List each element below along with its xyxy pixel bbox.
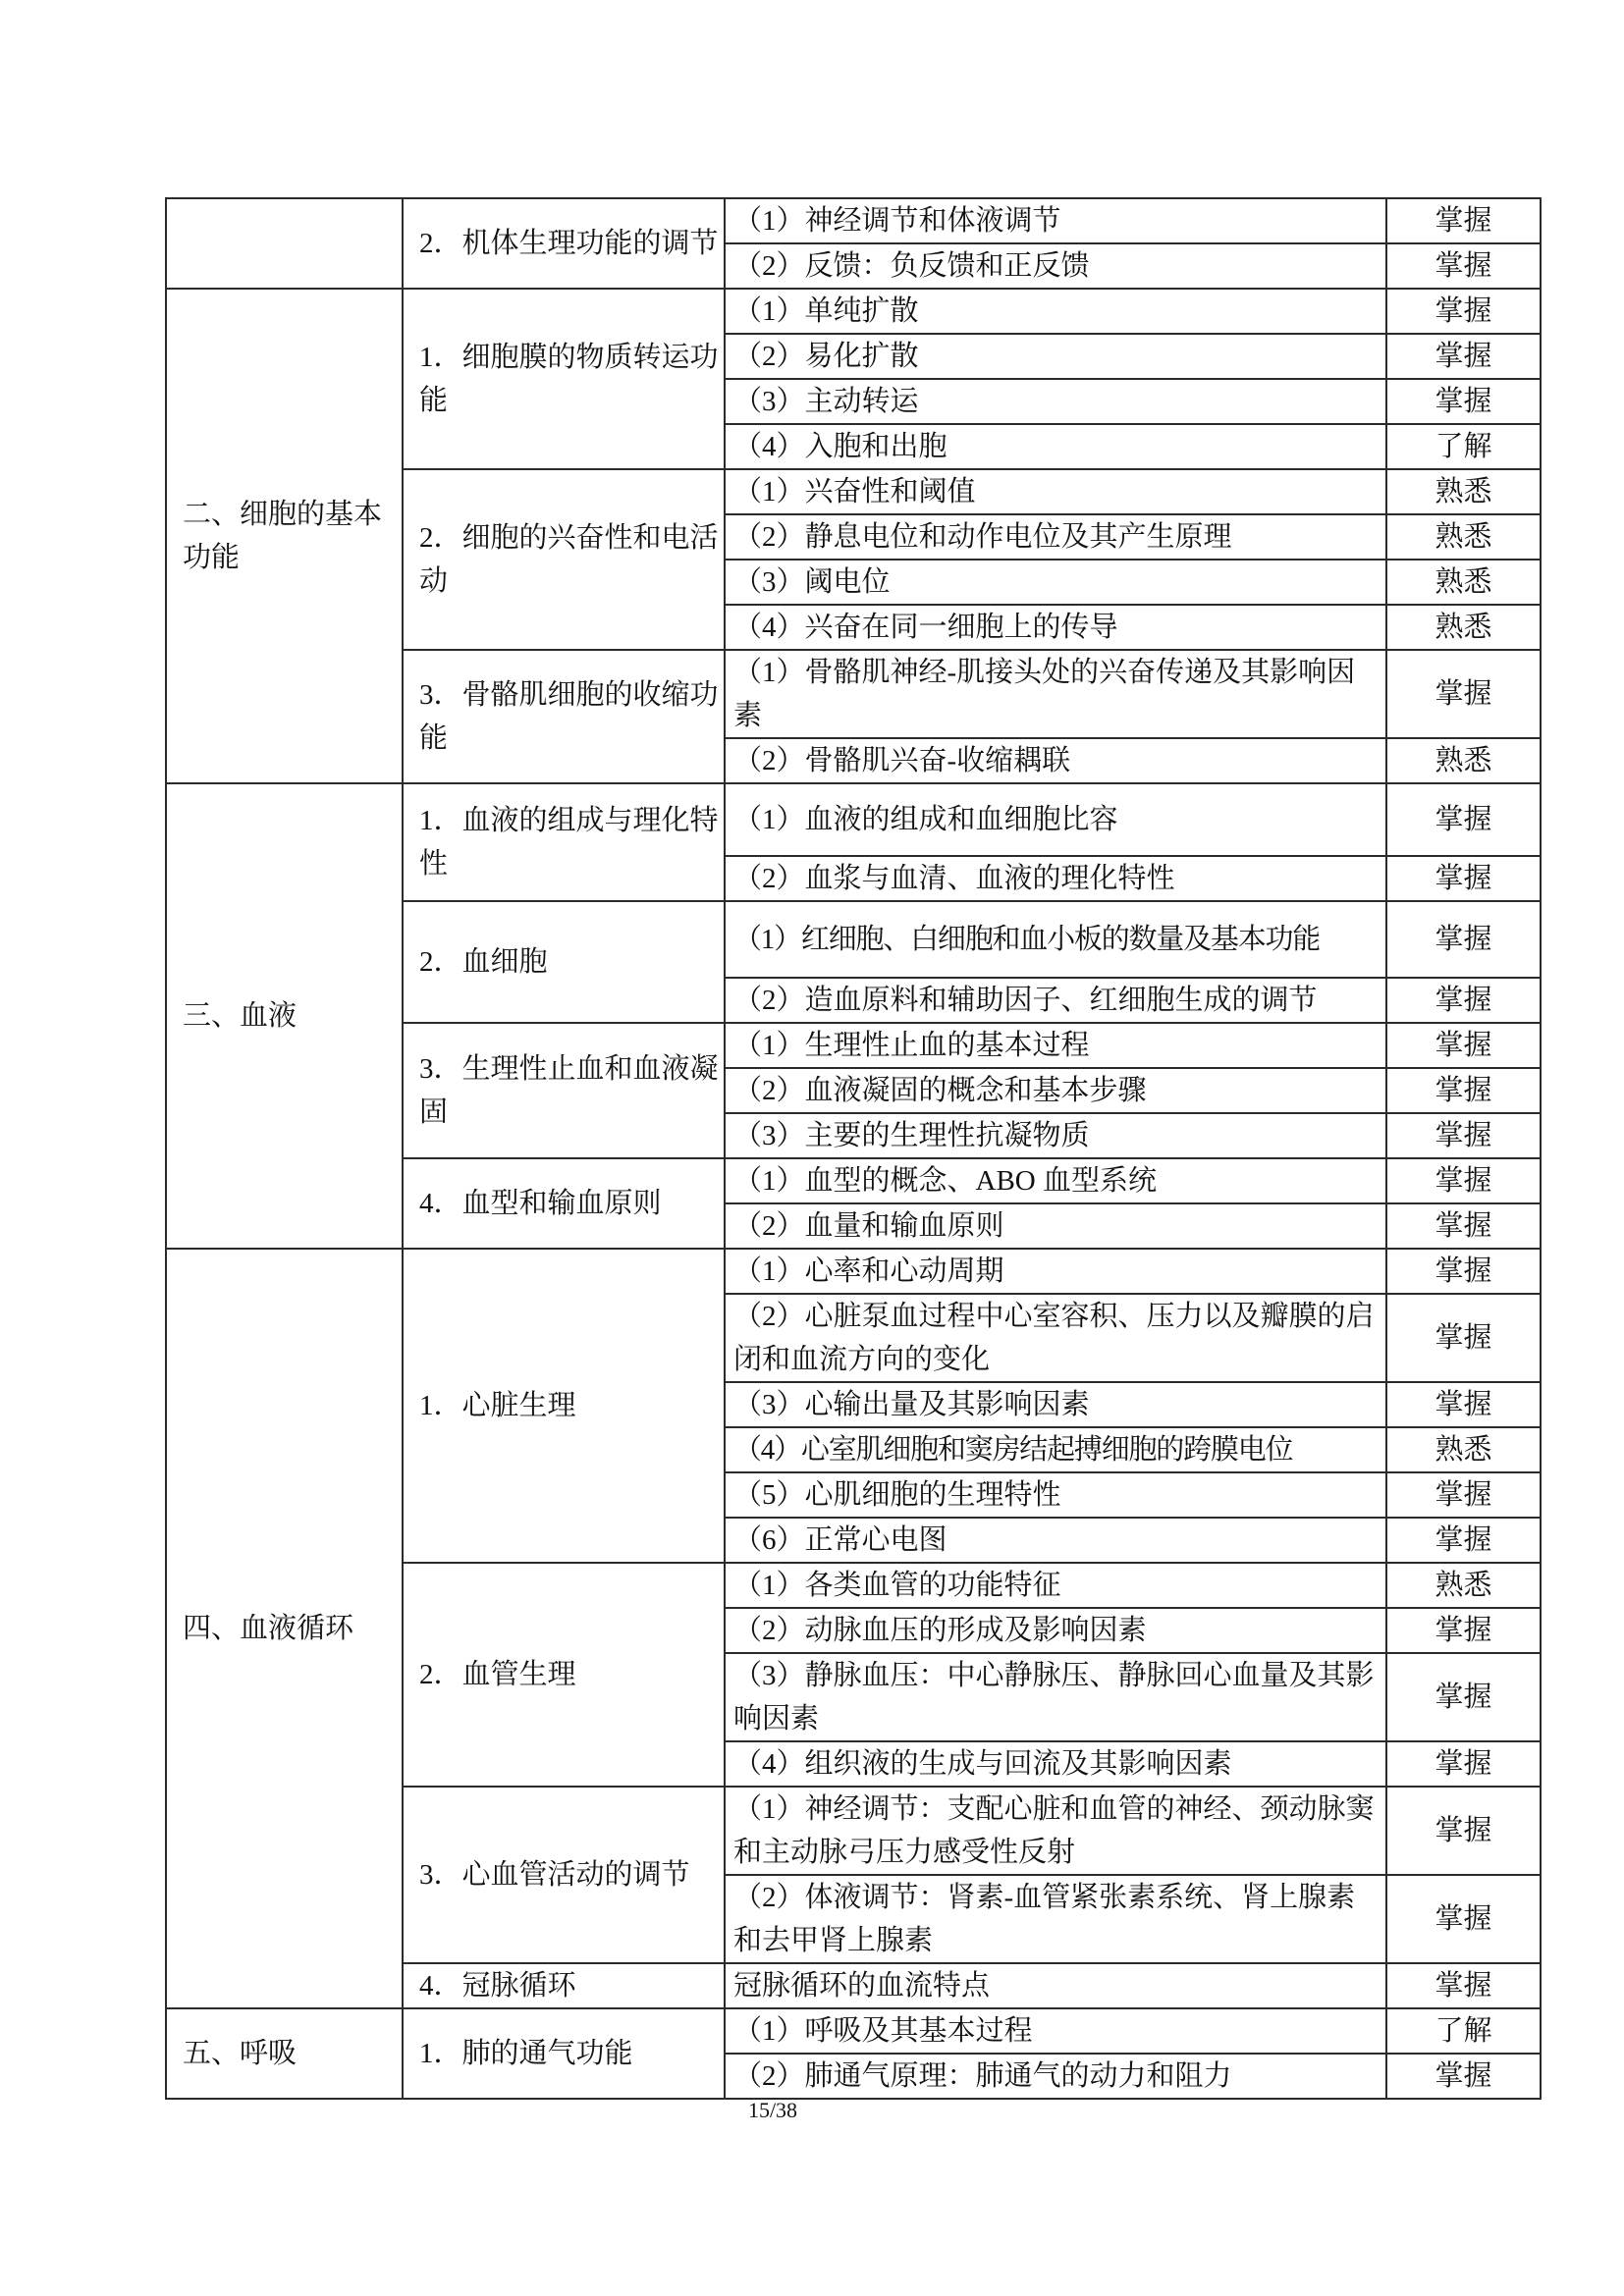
content-cell: （3）主动转运: [725, 379, 1386, 424]
topic-cell: 3．心血管活动的调节: [403, 1787, 725, 1963]
section-title-cell: [166, 198, 403, 289]
content-cell: （1）骨骼肌神经-肌接头处的兴奋传递及其影响因素: [725, 650, 1386, 738]
content-cell: （2）体液调节：肾素-血管紧张素系统、肾上腺素和去甲肾上腺素: [725, 1875, 1386, 1963]
content-cell: （1）各类血管的功能特征: [725, 1563, 1386, 1608]
level-cell: 掌握: [1386, 1382, 1541, 1427]
level-cell: 掌握: [1386, 1741, 1541, 1787]
page-number: 15/38: [747, 2098, 798, 2122]
content-cell: （6）正常心电图: [725, 1518, 1386, 1563]
level-cell: 掌握: [1386, 379, 1541, 424]
content-cell: （1）血液的组成和血细胞比容: [725, 783, 1386, 856]
level-cell: 熟悉: [1386, 738, 1541, 783]
level-cell: 掌握: [1386, 1068, 1541, 1113]
level-cell: 掌握: [1386, 1023, 1541, 1068]
content-cell: （2）肺通气原理：肺通气的动力和阻力: [725, 2054, 1386, 2099]
topic-cell: 3．生理性止血和血液凝固: [403, 1023, 725, 1158]
content-cell: （4）组织液的生成与回流及其影响因素: [725, 1741, 1386, 1787]
content-cell: （1）红细胞、白细胞和血小板的数量及基本功能: [725, 901, 1386, 978]
level-cell: 掌握: [1386, 2054, 1541, 2099]
content-cell: （3）主要的生理性抗凝物质: [725, 1113, 1386, 1158]
content-cell: （2）动脉血压的形成及影响因素: [725, 1608, 1386, 1653]
topic-cell: 2．机体生理功能的调节: [403, 198, 725, 289]
level-cell: 掌握: [1386, 334, 1541, 379]
level-cell: 了解: [1386, 2008, 1541, 2054]
topic-cell: 1．血液的组成与理化特性: [403, 783, 725, 901]
content-cell: （1）血型的概念、ABO 血型系统: [725, 1158, 1386, 1203]
level-cell: 熟悉: [1386, 605, 1541, 650]
level-cell: 熟悉: [1386, 469, 1541, 514]
content-cell: （4）心室肌细胞和窦房结起搏细胞的跨膜电位: [725, 1427, 1386, 1472]
content-cell: （4）兴奋在同一细胞上的传导: [725, 605, 1386, 650]
content-cell: （3）阈电位: [725, 560, 1386, 605]
level-cell: 掌握: [1386, 1518, 1541, 1563]
content-cell: （1）兴奋性和阈值: [725, 469, 1386, 514]
level-cell: 掌握: [1386, 243, 1541, 289]
level-cell: 熟悉: [1386, 1427, 1541, 1472]
level-cell: 掌握: [1386, 650, 1541, 738]
content-cell: 冠脉循环的血流特点: [725, 1963, 1386, 2008]
level-cell: 掌握: [1386, 1963, 1541, 2008]
topic-cell: 4．冠脉循环: [403, 1963, 725, 2008]
content-cell: （1）单纯扩散: [725, 289, 1386, 334]
topic-cell: 1．细胞膜的物质转运功能: [403, 289, 725, 469]
content-cell: （2）静息电位和动作电位及其产生原理: [725, 514, 1386, 560]
level-cell: 掌握: [1386, 1203, 1541, 1249]
content-cell: （2）血液凝固的概念和基本步骤: [725, 1068, 1386, 1113]
level-cell: 掌握: [1386, 1158, 1541, 1203]
topic-cell: 2．细胞的兴奋性和电活动: [403, 469, 725, 650]
topic-cell: 1．肺的通气功能: [403, 2008, 725, 2099]
content-cell: （2）血浆与血清、血液的理化特性: [725, 856, 1386, 901]
table-row: [166, 2008, 1541, 2054]
level-cell: 了解: [1386, 424, 1541, 469]
content-cell: （2）骨骼肌兴奋-收缩耦联: [725, 738, 1386, 783]
table-row: [166, 783, 1541, 856]
content-cell: （2）反馈：负反馈和正反馈: [725, 243, 1386, 289]
level-cell: 掌握: [1386, 1249, 1541, 1294]
level-cell: 掌握: [1386, 1787, 1541, 1875]
level-cell: 掌握: [1386, 856, 1541, 901]
content-cell: （5）心肌细胞的生理特性: [725, 1472, 1386, 1518]
level-cell: 掌握: [1386, 1113, 1541, 1158]
section-title-cell: 三、血液: [166, 783, 403, 1249]
content-cell: （1）心率和心动周期: [725, 1249, 1386, 1294]
level-cell: 掌握: [1386, 1294, 1541, 1382]
topic-cell: 1．心脏生理: [403, 1249, 725, 1563]
level-cell: 熟悉: [1386, 514, 1541, 560]
table-row: [166, 1249, 1541, 1294]
level-cell: 熟悉: [1386, 1563, 1541, 1608]
content-cell: （1）神经调节和体液调节: [725, 198, 1386, 243]
content-cell: （4）入胞和出胞: [725, 424, 1386, 469]
level-cell: 掌握: [1386, 783, 1541, 856]
content-cell: （2）造血原料和辅助因子、红细胞生成的调节: [725, 978, 1386, 1023]
content-cell: （2）心脏泵血过程中心室容积、压力以及瓣膜的启闭和血流方向的变化: [725, 1294, 1386, 1382]
section-title-cell: 四、血液循环: [166, 1249, 403, 2008]
topic-cell: 4．血型和输血原则: [403, 1158, 725, 1249]
section-title-cell: 二、细胞的基本功能: [166, 289, 403, 783]
level-cell: 掌握: [1386, 198, 1541, 243]
table-row: [166, 289, 1541, 334]
level-cell: 掌握: [1386, 1472, 1541, 1518]
content-cell: （1）呼吸及其基本过程: [725, 2008, 1386, 2054]
level-cell: 掌握: [1386, 1608, 1541, 1653]
level-cell: 掌握: [1386, 901, 1541, 978]
content-cell: （2）血量和输血原则: [725, 1203, 1386, 1249]
content-cell: （2）易化扩散: [725, 334, 1386, 379]
content-cell: （1）生理性止血的基本过程: [725, 1023, 1386, 1068]
content-cell: （3）心输出量及其影响因素: [725, 1382, 1386, 1427]
topic-cell: 2．血细胞: [403, 901, 725, 1023]
level-cell: 掌握: [1386, 289, 1541, 334]
content-cell: （3）静脉血压：中心静脉压、静脉回心血量及其影响因素: [725, 1653, 1386, 1741]
syllabus-table: [165, 197, 1542, 2100]
topic-cell: 3．骨骼肌细胞的收缩功能: [403, 650, 725, 783]
section-title-cell: 五、呼吸: [166, 2008, 403, 2099]
topic-cell: 2．血管生理: [403, 1563, 725, 1787]
table-row: [166, 198, 1541, 243]
level-cell: 掌握: [1386, 978, 1541, 1023]
content-cell: （1）神经调节：支配心脏和血管的神经、颈动脉窦和主动脉弓压力感受性反射: [725, 1787, 1386, 1875]
level-cell: 掌握: [1386, 1653, 1541, 1741]
level-cell: 熟悉: [1386, 560, 1541, 605]
level-cell: 掌握: [1386, 1875, 1541, 1963]
